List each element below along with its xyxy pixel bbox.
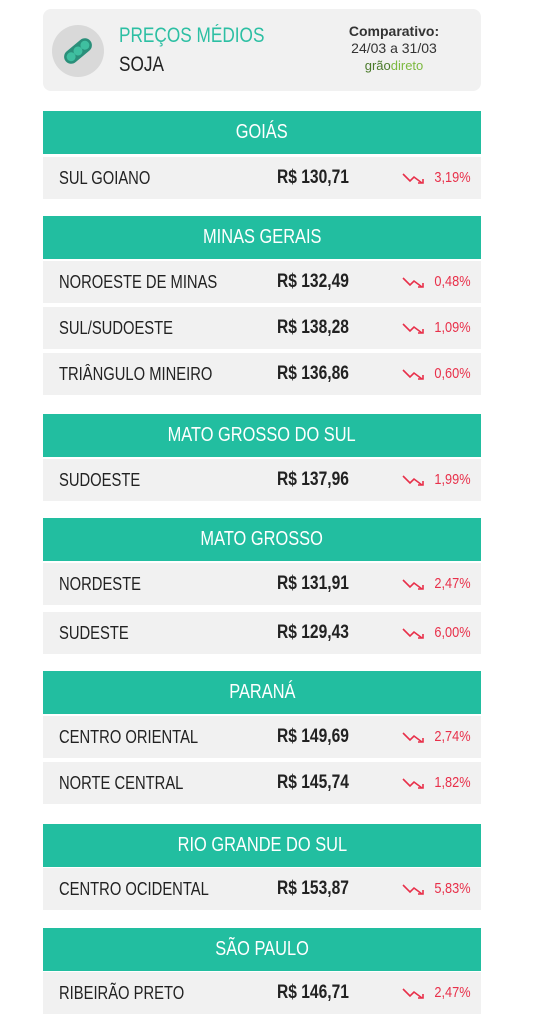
change-percent: 0,48% (434, 273, 471, 290)
region-name: SUL GOIANO (59, 168, 151, 188)
section-header (43, 928, 481, 971)
section-header (43, 111, 481, 154)
table-row (43, 563, 481, 605)
header-card (43, 9, 481, 91)
brand-part1: grão (364, 58, 391, 73)
change-percent: 2,47% (434, 984, 471, 1001)
trend-down-icon (402, 731, 426, 743)
region-name: CENTRO OCIDENTAL (59, 879, 209, 899)
page-title: PREÇOS MÉDIOS (119, 24, 265, 47)
table-row (43, 762, 481, 804)
table-row (43, 353, 481, 395)
trend-down-icon (402, 172, 426, 184)
price-value: R$ 130,71 (277, 167, 349, 188)
comparison-label: Comparativo: (348, 23, 440, 39)
change-percent: 2,74% (434, 728, 471, 745)
trend-down-icon (402, 987, 426, 999)
section-title: MATO GROSSO DO SUL (167, 424, 357, 446)
region-name: NOROESTE DE MINAS (59, 272, 218, 292)
price-value: R$ 131,91 (277, 573, 349, 594)
change-value (402, 319, 471, 336)
region-name: TRIÂNGULO MINEIRO (59, 364, 213, 384)
section-title: MATO GROSSO (200, 528, 324, 550)
price-value: R$ 136,86 (277, 363, 349, 384)
change-percent: 6,00% (434, 624, 471, 641)
trend-down-icon (402, 474, 426, 486)
change-percent: 2,47% (434, 575, 471, 592)
region-name: SUDOESTE (59, 470, 141, 490)
section-title: PARANÁ (228, 681, 296, 703)
change-value (402, 273, 471, 290)
price-value: R$ 146,71 (277, 982, 349, 1003)
change-value (402, 624, 471, 641)
section-header (43, 216, 481, 259)
section-title: MINAS GERAIS (202, 226, 322, 248)
region-name: NORDESTE (59, 574, 142, 594)
trend-down-icon (402, 883, 426, 895)
trend-down-icon (402, 368, 426, 380)
change-value (402, 728, 471, 745)
change-percent: 5,83% (434, 880, 471, 897)
change-percent: 0,60% (434, 365, 471, 382)
section-title: SÃO PAULO (215, 938, 309, 960)
change-value (402, 575, 471, 592)
trend-down-icon (402, 627, 426, 639)
change-value (402, 774, 471, 791)
table-row (43, 716, 481, 758)
section-title: RIO GRANDE DO SUL (177, 834, 347, 856)
table-row (43, 868, 481, 910)
change-percent: 3,19% (434, 169, 471, 186)
comparison-range: 24/03 a 31/03 (351, 40, 437, 56)
price-value: R$ 149,69 (277, 726, 349, 747)
commodity-name: SOJA (119, 53, 164, 76)
section-header (43, 414, 481, 457)
change-percent: 1,99% (434, 471, 471, 488)
section-title: GOIÁS (236, 121, 288, 143)
change-value (402, 880, 471, 897)
table-row (43, 307, 481, 349)
price-value: R$ 129,43 (277, 622, 349, 643)
trend-down-icon (402, 578, 426, 590)
trend-down-icon (402, 777, 426, 789)
region-name: CENTRO ORIENTAL (59, 727, 199, 747)
brand-logo (329, 58, 459, 73)
table-row (43, 157, 481, 199)
comparison-block (329, 23, 459, 73)
region-name: SUDESTE (59, 623, 129, 643)
table-row (43, 612, 481, 654)
price-value: R$ 138,28 (277, 317, 349, 338)
soybean-pod-icon (52, 25, 104, 77)
change-value (402, 984, 471, 1001)
region-name: RIBEIRÃO PRETO (59, 983, 185, 1003)
change-value (402, 365, 471, 382)
section-header (43, 671, 481, 714)
section-header (43, 824, 481, 867)
change-percent: 1,09% (434, 319, 471, 336)
brand-part2: direto (390, 58, 424, 73)
table-row (43, 459, 481, 501)
table-row (43, 972, 481, 1014)
trend-down-icon (402, 276, 426, 288)
region-name: NORTE CENTRAL (59, 773, 184, 793)
change-value (402, 169, 471, 186)
section-header (43, 518, 481, 561)
region-name: SUL/SUDOESTE (59, 318, 174, 338)
price-value: R$ 137,96 (277, 469, 349, 490)
trend-down-icon (402, 322, 426, 334)
change-value (402, 471, 471, 488)
price-value: R$ 145,74 (277, 772, 349, 793)
price-value: R$ 153,87 (277, 878, 349, 899)
price-value: R$ 132,49 (277, 271, 349, 292)
table-row (43, 261, 481, 303)
change-percent: 1,82% (434, 774, 471, 791)
